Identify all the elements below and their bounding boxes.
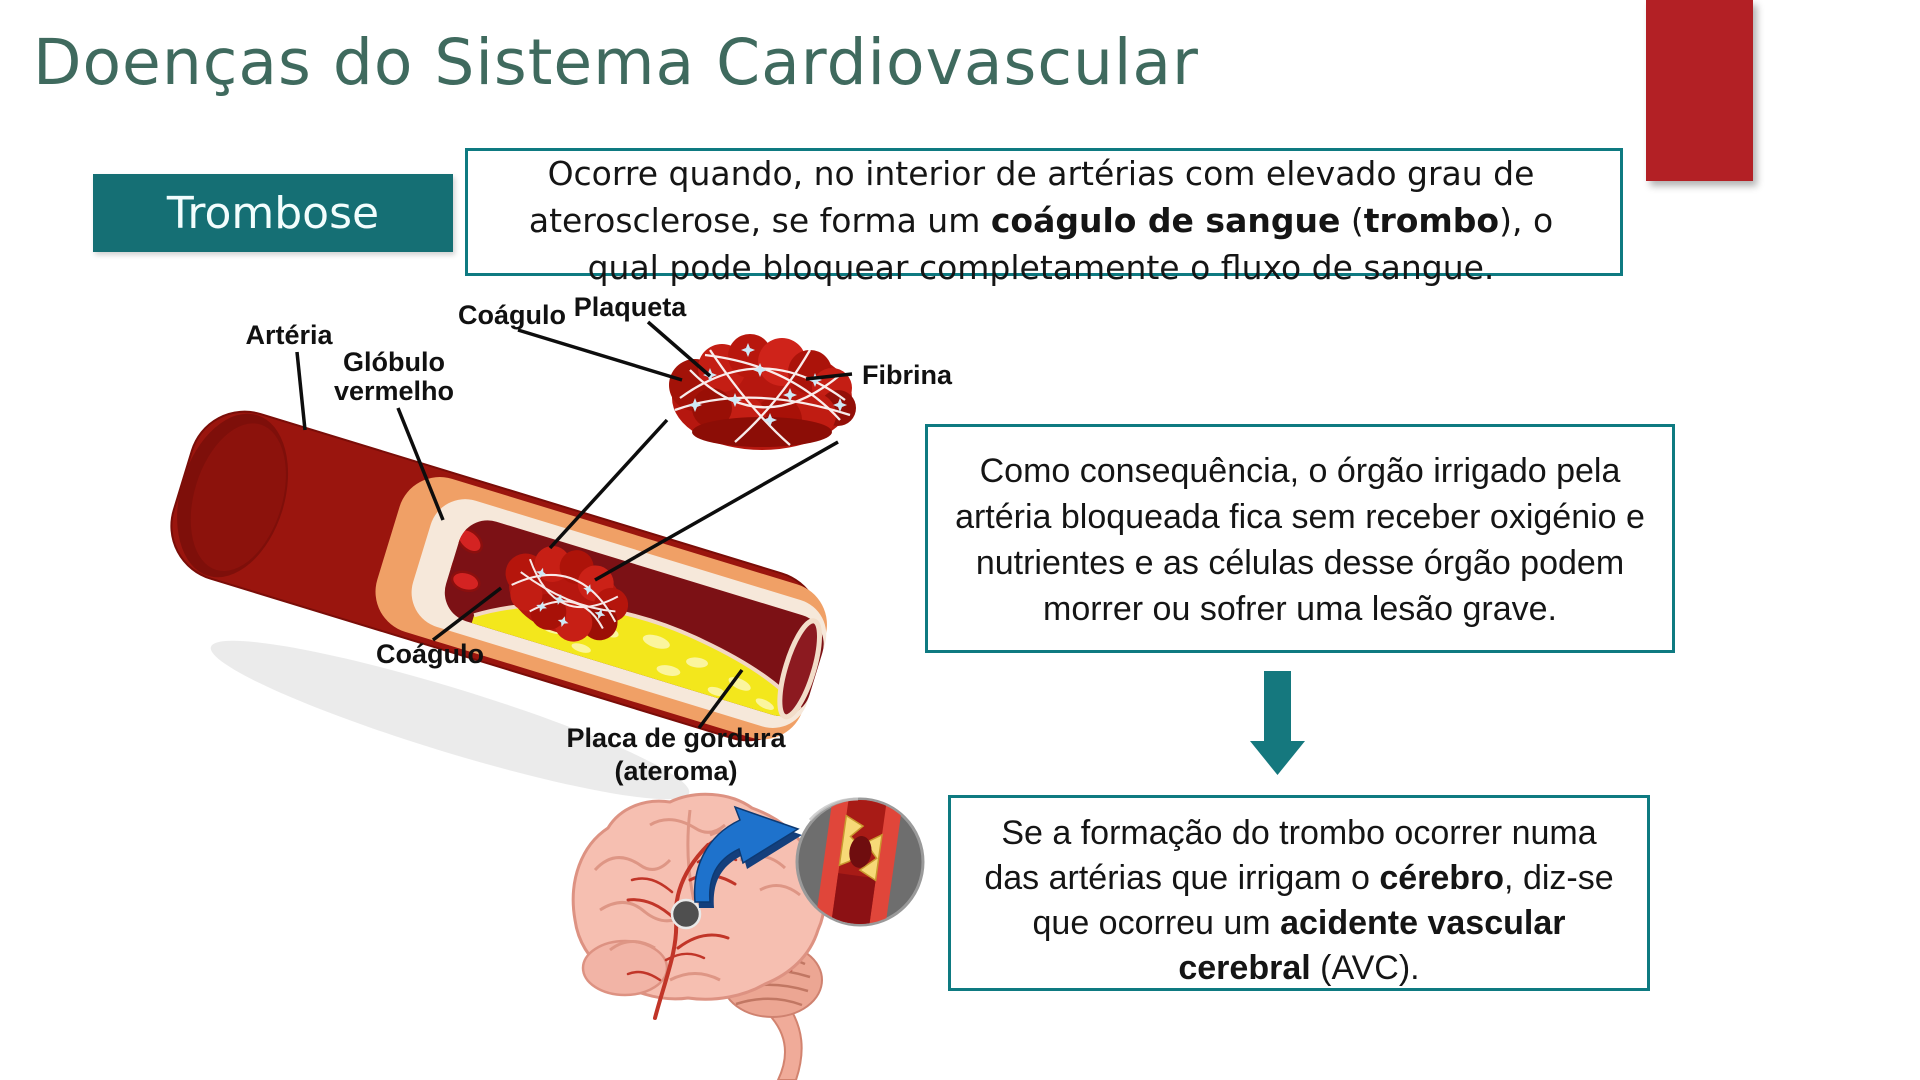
accent-red-bar [1646,0,1753,181]
label-globulo-2: vermelho [333,376,455,406]
clot-illustration [669,334,856,450]
blockage-marker [672,900,700,928]
label-arteria: Artéria [245,320,333,350]
down-arrow-icon [1248,671,1308,777]
page-title: Doenças do Sistema Cardiovascular [33,26,1199,99]
label-plaqueta: Plaqueta [573,292,687,322]
consequence-box: Como consequência, o órgão irrigado pela artéria bloqueada fica sem receber oxigénio e nutrientes e as células desse órgão podem morrer ou sofrer uma lesão grave. [925,424,1675,653]
avc-box: Se a formação do trombo ocorrer numa das artérias que irrigam o cérebro, diz-se que ocorreu um acidente vascular cerebral (AVC). [948,795,1650,991]
coagulo-top-line [518,330,682,380]
label-coagulo-bottom: Coágulo [376,639,484,669]
trombose-chip [93,174,453,252]
label-placa-1: Placa de gordura [566,723,786,753]
arteria-line [297,352,305,430]
thrombosis-diagram [150,280,970,1080]
label-placa-2: (ateroma) [614,756,738,786]
label-fibrina: Fibrina [862,360,953,390]
label-coagulo-top: Coágulo [458,300,566,330]
definition-box-text: Ocorre quando, no interior de artérias com elevado grau de aterosclerose, se forma um coágulo de sangue (trombo), o qual pode bloquear completamente o fluxo de sangue. [528,154,1554,287]
label-globulo-1: Glóbulo [343,347,445,377]
trombose-chip-label: Trombose [166,187,380,239]
